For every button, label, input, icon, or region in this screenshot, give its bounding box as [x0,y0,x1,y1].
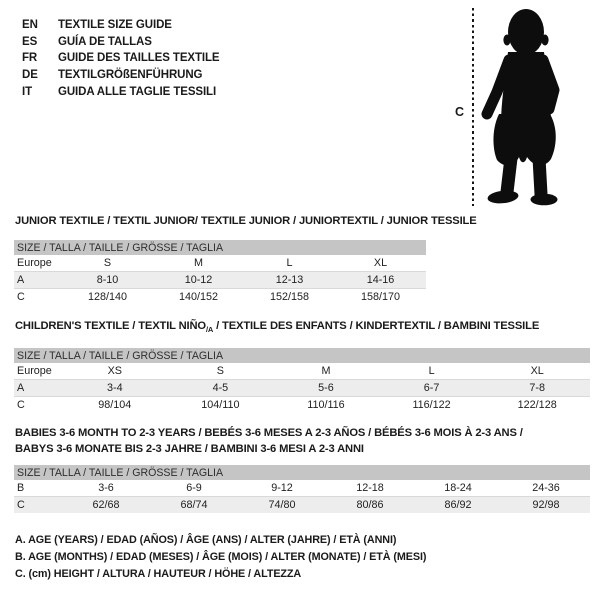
table-row-height [14,397,590,414]
babies-table-title [15,425,575,457]
language-code: EN [22,19,38,32]
cell: 10-12 [184,274,213,286]
footnote-a: A. AGE (YEARS) / EDAD (AÑOS) / ÂGE (ANS) / ALTER (JAHRE) / ETÀ (ANNI) [15,534,397,546]
language-title: TEXTILE SIZE GUIDE [58,19,172,32]
cell: 116/122 [412,399,451,411]
cell: L [286,257,293,269]
cell: 18-24 [444,482,472,494]
cell: 4-5 [212,382,229,394]
cell: 62/68 [92,499,120,511]
cell: L [428,365,435,377]
title-text: / TEXTILE DES ENFANTS / KINDERTEXTIL / BAMBINI TESSILE [213,320,540,332]
cell: 9-12 [271,482,293,494]
language-row-en [22,17,220,34]
language-code: FR [22,52,38,65]
language-row-fr [22,50,220,67]
row-label: A [17,382,25,394]
table-row-height [14,289,426,306]
language-code: IT [22,85,33,98]
toddler-silhouette-icon [481,8,571,206]
children-table-title [15,320,539,334]
row-label: B [17,482,25,494]
cell: 6-7 [423,382,440,394]
title-line-1 [15,425,575,441]
height-label-c: C [455,105,465,119]
junior-size-table [14,240,426,305]
cell: 152/158 [269,291,310,303]
cell: 122/128 [517,399,557,411]
cell: 7-8 [529,382,545,394]
cell: 86/92 [444,499,472,511]
size-header-row [14,465,590,480]
language-row-es [22,34,220,51]
cell: 14-16 [366,274,395,286]
cell: M [194,257,203,269]
cell: 98/104 [98,399,132,411]
row-label: C [17,399,25,411]
cell: 128/140 [87,291,128,303]
cell: XS [107,365,122,377]
cell: 3-4 [106,382,123,394]
row-label: C [17,291,25,303]
size-header-bar: SIZE / TALLA / TAILLE / GRÖSSE / TAGLIA [14,240,426,255]
row-label: Europe [17,365,52,377]
row-label: A [17,274,25,286]
size-header-bar: SIZE / TALLA / TAILLE / GRÖSSE / TAGLIA [14,465,590,480]
row-label: C [17,499,25,511]
cell: 8-10 [96,274,119,286]
size-header-row [14,240,426,255]
legend-footnotes [15,532,426,584]
cell: 80/86 [356,499,384,511]
table-row-months [14,480,590,497]
language-title-list [22,17,220,100]
title-text: JUNIOR TEXTILE / TEXTIL JUNIOR/ TEXTILE JUNIOR / JUNIORTEXTIL / JUNIOR TESSILE [15,215,477,227]
cell: 24-36 [532,482,560,494]
cell: 6-9 [186,482,202,494]
row-label: Europe [17,257,52,269]
language-code: DE [22,69,38,82]
language-title: GUIDA ALLE TAGLIE TESSILI [58,85,217,98]
title-line-2: BABYS 3-6 MONATE BIS 2-3 JAHRE / BAMBINI 3-6 MESI A 2-3 ANNI [15,443,364,455]
cell: S [216,365,224,377]
cell: XL [373,257,388,269]
footnote-c: C. (cm) HEIGHT / ALTURA / HAUTEUR / HÖHE / ALTEZZA [15,568,302,581]
cell: S [103,257,112,269]
cell: 140/152 [178,291,219,303]
cell: 104/110 [201,399,240,411]
language-row-it [22,83,220,100]
size-header-row [14,348,590,363]
cell: XL [530,365,544,377]
title-text: CHILDREN'S TEXTILE / TEXTIL NIÑO [15,320,206,332]
size-header-bar: SIZE / TALLA / TAILLE / GRÖSSE / TAGLIA [14,348,590,363]
cell: 158/170 [360,291,401,303]
cell: 12-13 [275,274,304,286]
cell: 92/98 [532,499,560,511]
title-subscript: /A [205,325,214,335]
cell: 5-6 [318,382,334,394]
cell: 110/116 [307,399,345,411]
table-row-sizes [14,255,426,272]
height-measure-dotted-line [472,8,474,206]
table-row-height [14,497,590,514]
table-row-sizes [14,363,590,380]
table-row-age [14,380,590,397]
footnote-b: B. AGE (MONTHS) / EDAD (MESES) / ÂGE (MOIS) / ALTER (MONATE) / ETÀ (MESI) [15,551,427,564]
language-title: TEXTILGRÖßENFÜHRUNG [58,69,203,82]
junior-table-title [15,215,477,229]
language-title: GUIDE DES TAILLES TEXTILE [58,52,220,65]
language-code: ES [22,35,38,48]
babies-size-table [14,465,590,513]
cell: 68/74 [180,499,208,511]
children-size-table [14,348,590,413]
language-title: GUÍA DE TALLAS [58,35,152,48]
title-text: BABIES 3-6 MONTH TO 2-3 YEARS / BEBÉS 3-6 MESES A 2-3 AÑOS / BÉBÉS 3-6 MOIS À 2-3 ANS / [15,427,523,439]
cell: 12-18 [356,482,384,494]
language-row-de [22,67,220,84]
cell: 74/80 [268,499,296,511]
table-row-age [14,272,426,289]
cell: 3-6 [98,482,114,494]
cell: M [321,365,331,377]
